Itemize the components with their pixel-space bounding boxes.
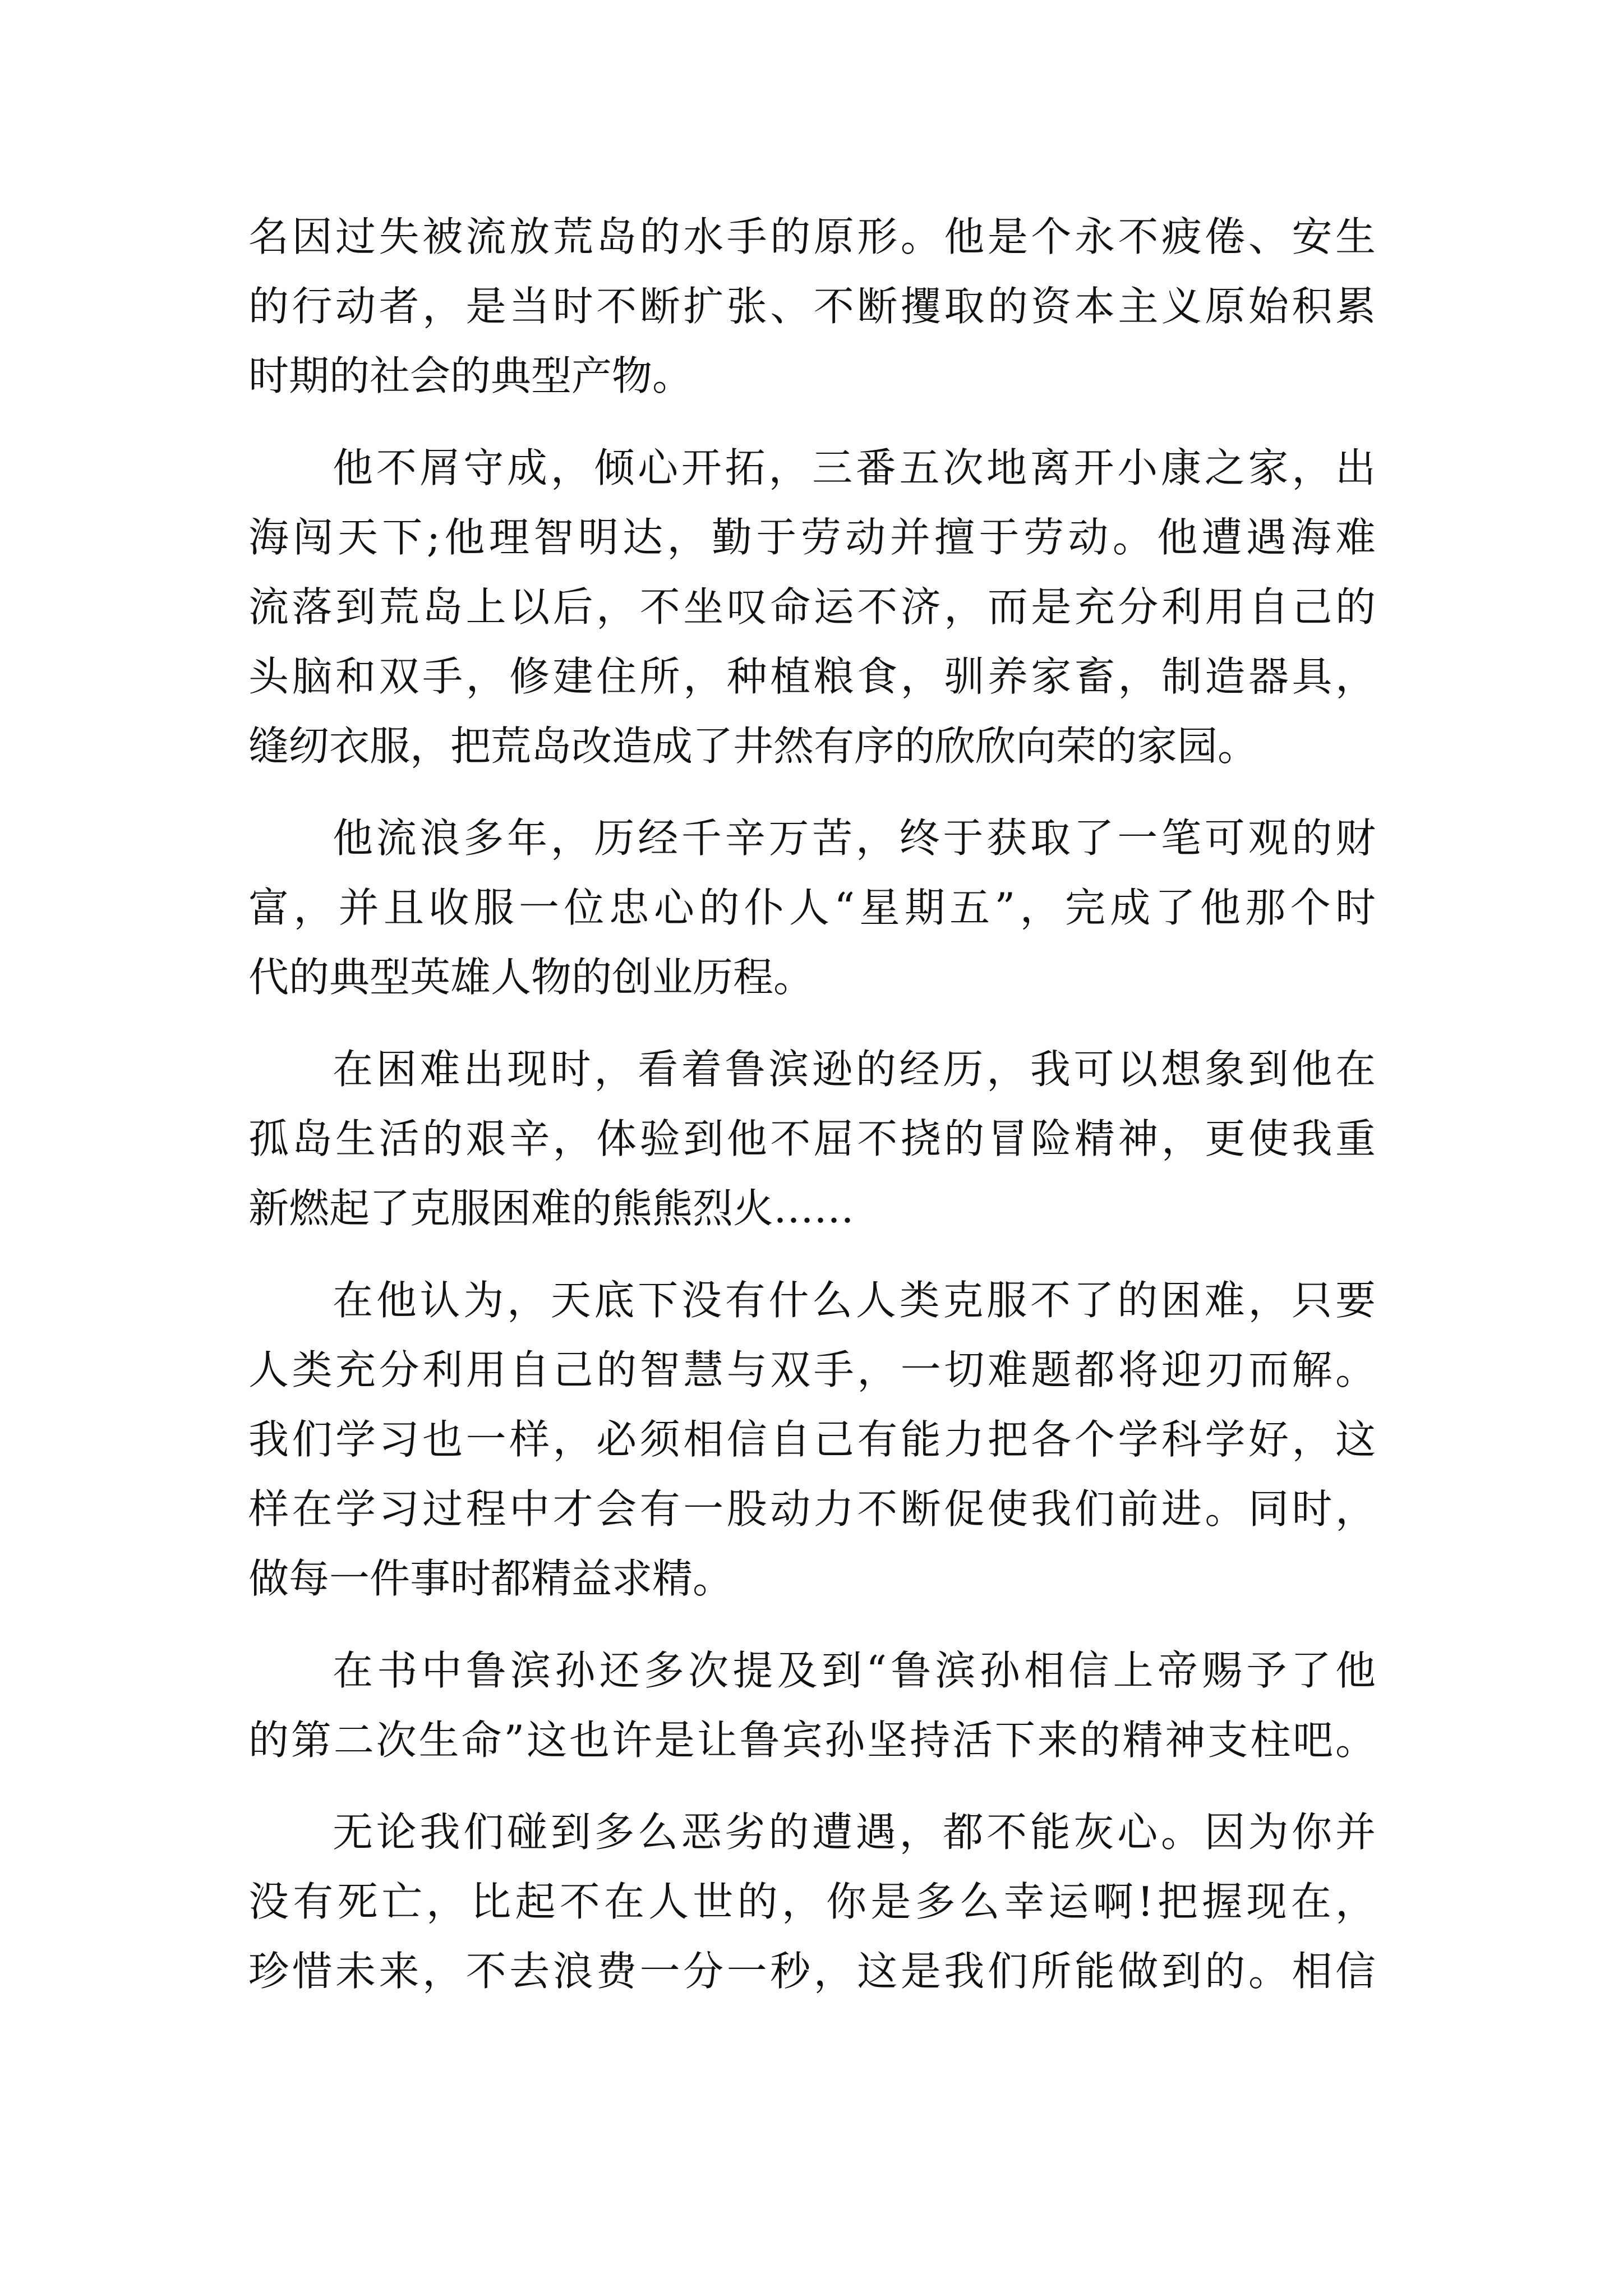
text-line: 海闯天下;他理智明达，勤于劳动并擅于劳动。他遭遇海难 bbox=[248, 514, 1376, 561]
text-line: 名因过失被流放荒岛的水手的原形。他是个永不疲倦、安生 bbox=[248, 213, 1376, 260]
text-line: 富，并且收服一位忠心的仆人“星期五”，完成了他那个时 bbox=[248, 884, 1376, 931]
text-line: 人类充分利用自己的智慧与双手，一切难题都将迎刃而解。 bbox=[248, 1346, 1376, 1393]
text-line: 他不屑守成，倾心开拓，三番五次地离开小康之家，出 bbox=[333, 444, 1376, 491]
text-line: 孤岛生活的艰辛，体验到他不屈不挠的冒险精神，更使我重 bbox=[248, 1115, 1376, 1162]
text-line: 没有死亡，比起不在人世的，你是多么幸运啊!把握现在， bbox=[248, 1878, 1376, 1925]
paragraph-6 bbox=[248, 1636, 1376, 1775]
paragraph-7 bbox=[248, 1797, 1376, 2006]
paragraph-gap bbox=[248, 1775, 1376, 1797]
paragraph-gap bbox=[248, 411, 1376, 433]
text-line: 缝纫衣服，把荒岛改造成了井然有序的欣欣向荣的家园。 bbox=[248, 723, 1258, 770]
paragraph-2 bbox=[248, 433, 1376, 781]
text-line: 的行动者，是当时不断扩张、不断攫取的资本主义原始积累 bbox=[248, 283, 1376, 330]
text-line: 样在学习过程中才会有一股动力不断促使我们前进。同时， bbox=[248, 1485, 1376, 1533]
paragraph-3 bbox=[248, 803, 1376, 1012]
text-line: 新燃起了克服困难的熊熊烈火…… bbox=[248, 1185, 855, 1232]
text-line: 无论我们碰到多么恶劣的遭遇，都不能灰心。因为你并 bbox=[333, 1809, 1376, 1856]
paragraph-gap bbox=[248, 781, 1376, 803]
text-line: 在他认为，天底下没有什么人类克服不了的困难，只要 bbox=[333, 1277, 1376, 1324]
paragraph-gap bbox=[248, 1613, 1376, 1636]
paragraph-1 bbox=[248, 202, 1376, 411]
paragraph-5 bbox=[248, 1266, 1376, 1613]
text-line: 时期的社会的典型产物。 bbox=[248, 352, 693, 399]
text-line: 珍惜未来，不去浪费一分一秒，这是我们所能做到的。相信 bbox=[248, 1948, 1376, 1995]
text-line: 在书中鲁滨孙还多次提及到“鲁滨孙相信上帝赐予了他 bbox=[333, 1647, 1376, 1694]
text-line: 的第二次生命”这也许是让鲁宾孙坚持活下来的精神支柱吧。 bbox=[248, 1717, 1376, 1764]
text-line: 流落到荒岛上以后，不坐叹命运不济，而是充分利用自己的 bbox=[248, 583, 1376, 631]
text-line: 代的典型英雄人物的创业历程。 bbox=[248, 954, 814, 1001]
text-line: 做每一件事时都精益求精。 bbox=[248, 1555, 734, 1602]
text-line: 我们学习也一样，必须相信自己有能力把各个学科学好，这 bbox=[248, 1416, 1376, 1463]
paragraph-gap bbox=[248, 1243, 1376, 1266]
paragraph-gap bbox=[248, 1012, 1376, 1034]
paragraph-4 bbox=[248, 1034, 1376, 1243]
body-text bbox=[248, 202, 1376, 2006]
text-line: 头脑和双手，修建住所，种植粮食，驯养家畜，制造器具， bbox=[248, 653, 1376, 700]
text-line: 在困难出现时，看着鲁滨逊的经历，我可以想象到他在 bbox=[333, 1046, 1376, 1093]
text-line: 他流浪多年，历经千辛万苦，终于获取了一笔可观的财 bbox=[333, 815, 1376, 862]
